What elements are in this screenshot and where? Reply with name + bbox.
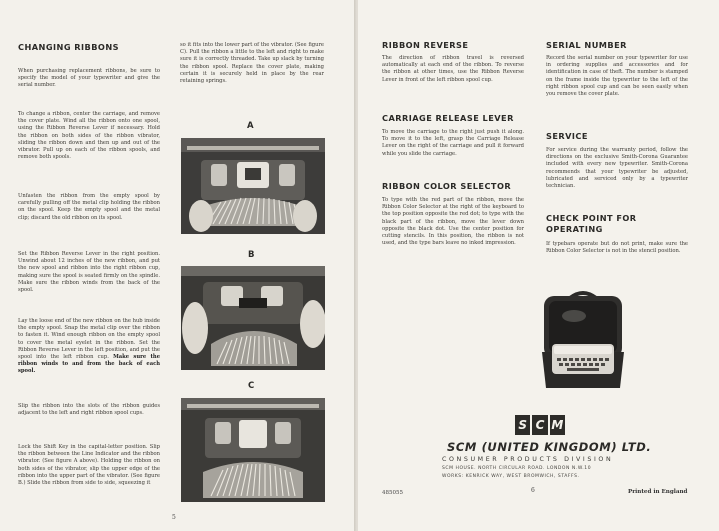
figure-c-photo bbox=[181, 398, 325, 502]
changing-ribbons-heading: CHANGING RIBBONS bbox=[18, 42, 119, 52]
scm-logo-m: M bbox=[550, 415, 565, 435]
changing-ribbons-p2: To change a ribbon, center the carriage, and remove the cover plate. Wind all the ribbon onto one spool, using the Ribbon Reverse Lever if necessary. Hold the ribbon on both sides of the ribbon vibrator, sliding the ribbon down and then up and out of the vibrator. Pull up on each of the ribbon spools, and remove both spools. bbox=[18, 111, 160, 161]
p5-text: Lay the loose end of the new ribbon on the hub inside the empty spool. Snap the metal clip over the ribbon to fasten it. Wind enough ribbon on the empty spool to cover the metal eyelet in the ribbon. Set the Ribbon Reverse Lever in the left position, and put the spool into the left ribbon cup. bbox=[18, 318, 160, 361]
printed-in-england: Printed in England bbox=[628, 489, 688, 495]
changing-ribbons-p4: Set the Ribbon Reverse Lever in the right position. Unwind about 12 inches of the new ribbon, and put the new spool and ribbon into the right ribbon cup, making sure the spool is seated firmly on the spindle. Make sure the ribbon winds from the back of the spool. bbox=[18, 251, 160, 294]
ribbon-color-heading: RIBBON COLOR SELECTOR bbox=[382, 181, 512, 191]
typewriter-photo-a bbox=[181, 138, 325, 234]
figure-c-label: C bbox=[248, 381, 255, 391]
serial-number-heading: SERIAL NUMBER bbox=[546, 40, 627, 50]
changing-ribbons-p1: When purchasing replacement ribbons, be sure to specify the model of your typewriter and give the serial number. bbox=[18, 68, 160, 89]
address-line-1: SCM HOUSE. NORTH CIRCULAR ROAD. LONDON N.W.10 bbox=[442, 466, 592, 471]
figure-b-label: B bbox=[248, 250, 255, 260]
typewriter-photo-b bbox=[181, 266, 325, 370]
carriage-release-heading: CARRIAGE RELEASE LEVER bbox=[382, 113, 514, 123]
check-point-text: If typebars operate but do not print, make sure the Ribbon Color Selector is not in the stencil position. bbox=[546, 241, 688, 255]
scm-logo-s: S bbox=[515, 415, 530, 435]
service-text: For service during the warranty period, follow the directions on the exclusive Smith-Corona Guarantee included with every new typewriter. Smith-Corona recommends that your typewriter be adjusted, lubricated and serviced only by a typewriter technician. bbox=[546, 147, 688, 190]
changing-ribbons-p5 bbox=[18, 318, 160, 376]
ribbon-reverse-text: The direction of ribbon travel is reversed automatically at each end of the ribbon. To reverse the ribbon at other times, use the Ribbon Reverse Lever in front of the left ribbon spool cup. bbox=[382, 55, 524, 83]
scm-logo bbox=[515, 415, 567, 435]
check-point-heading-line1: CHECK POINT FOR bbox=[546, 213, 637, 223]
typewriter-photo-c bbox=[181, 398, 325, 502]
company-name: SCM (UNITED KINGDOM) LTD. bbox=[447, 440, 652, 454]
changing-ribbons-p3: Unfasten the ribbon from the empty spool by carefully pulling off the metal clip holding the ribbon on the spool. Keep the empty spool and the metal clip; discard the old ribbon on its spool. bbox=[18, 193, 160, 221]
scm-logo-c: C bbox=[532, 415, 547, 435]
check-point-heading bbox=[546, 213, 637, 235]
service-heading: SERVICE bbox=[546, 131, 588, 141]
ribbon-color-text: To type with the red part of the ribbon, move the Ribbon Color Selector at the right of the keyboard to the top position opposite the red dot; to type with the black part of the ribbon, move the lever down opposite the black dot. Use the center position for cutting stencils. In this position, the ribbon is not used, and the type bars leave no inked impression. bbox=[382, 197, 524, 247]
serial-number-text: Record the serial number on your typewriter for use in ordering supplies and accessories and for identification in case of theft. The number is stamped on the frame inside the typewriter to the left of the right ribbon spool cup and can be seen easily when you remove the cover plate. bbox=[546, 55, 688, 98]
figure-b-photo bbox=[181, 266, 325, 370]
division-name: CONSUMER PRODUCTS DIVISION bbox=[442, 456, 614, 463]
check-point-heading-line2: OPERATING bbox=[546, 224, 603, 234]
typewriter-case-photo bbox=[540, 288, 626, 392]
p5-bold-text: Make sure the ribbon winds to and from the back of each spool. bbox=[18, 354, 160, 375]
page-number-right: 6 bbox=[531, 487, 535, 494]
page-number-left: 5 bbox=[172, 514, 176, 521]
address-line-2: WORKS: KENRICK WAY, WEST BROMWICH, STAFFS. bbox=[442, 474, 580, 479]
changing-ribbons-p6: Slip the ribbon into the slots of the ribbon guides adjacent to the left and right ribbon spool cups. bbox=[18, 403, 160, 417]
ribbon-reverse-heading: RIBBON REVERSE bbox=[382, 40, 469, 50]
changing-ribbons-p7: Lock the Shift Key in the capital-letter position. Slip the ribbon between the Line Indicator and the ribbon vibrator. (See figure A above). Holding the ribbon on both sides of the vibrator, slip the upper edge of the ribbon into the upper part of the vibrator. (See figure B.) Slide the ribbon from side to side, squeezing it bbox=[18, 444, 160, 487]
left-page bbox=[0, 0, 356, 531]
document-code: 485055 bbox=[382, 490, 403, 496]
figure-a-label: A bbox=[247, 121, 254, 131]
changing-ribbons-p8: so it fits into the lower part of the vibrator. (See figure C). Pull the ribbon a little to the left and right to make sure it is correctly threaded. Take up slack by turning the ribbon spool. Replace the cover plate, making certain it is securely held in place by the rear retaining springs. bbox=[180, 42, 324, 85]
carriage-release-text: To move the carriage to the right just push it along. To move it to the left, grasp the Carriage Release Lever on the right of the carriage and pull it forward while you slide the carriage. bbox=[382, 129, 524, 157]
figure-a-photo bbox=[181, 138, 325, 234]
